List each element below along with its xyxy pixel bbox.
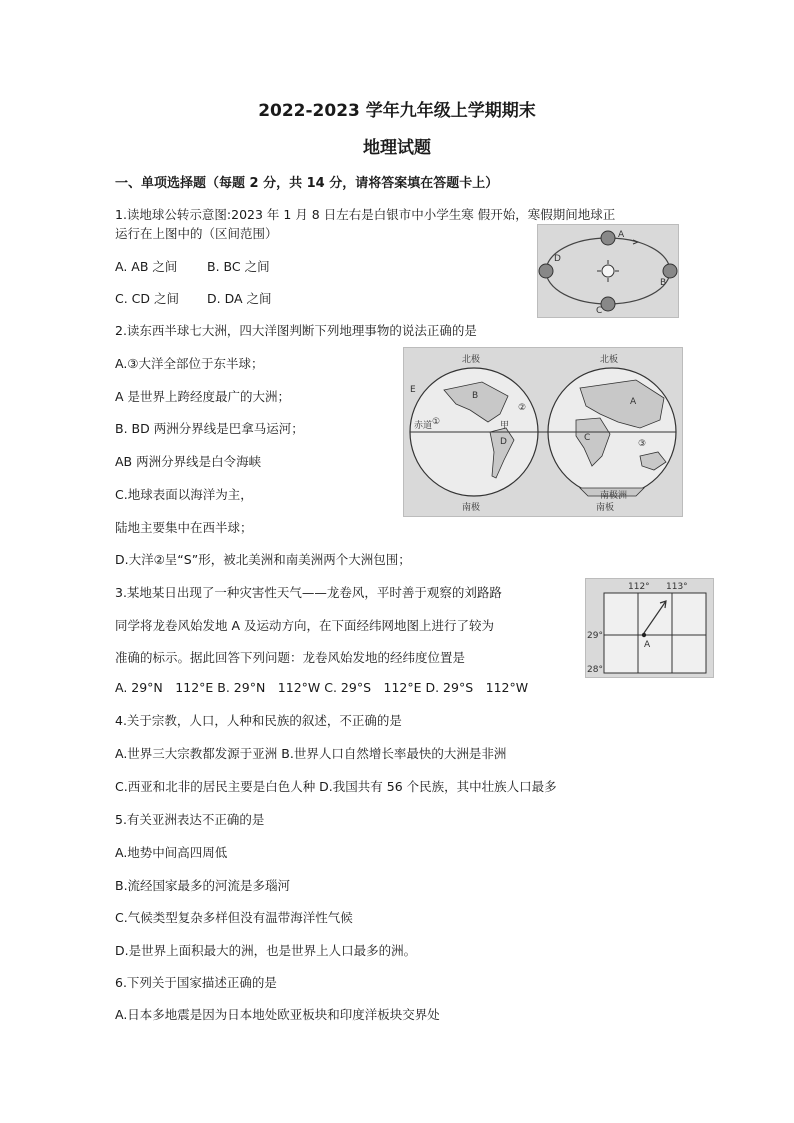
orbit-label-b: B [660, 278, 667, 288]
map-north-right: 北板 [600, 355, 619, 365]
orbit-label-d: D [554, 254, 561, 264]
map-south-left: 南极 [462, 503, 481, 513]
map-antarctica-label: 南极洲 [600, 491, 628, 501]
earth-bottom [601, 297, 615, 311]
exam-subtitle: 地理试题 [363, 138, 431, 158]
map-north-left: 北极 [462, 355, 481, 365]
q4-stem: 4.关于宗教，人口，人种和民族的叙述，不正确的是 [115, 713, 402, 728]
map-c-label: C [584, 433, 591, 443]
q6-option-a: A.日本多地震是因为日本地处欧亚板块和印度洋板块交界处 [115, 1007, 440, 1022]
section-heading: 一、单项选择题（每题 2 分，共 14 分，请将答案填在答题卡上） [115, 176, 499, 191]
q1-option-d: D. DA 之间 [207, 291, 272, 306]
map-ocean2-label: ② [518, 403, 527, 413]
hemispheres-map [403, 347, 683, 517]
map-a-label: A [630, 397, 637, 407]
q2-option-d: D.大洋②呈“S”形，被北美洲和南美洲两个大洲包围； [115, 552, 411, 567]
q2-option-a-line1: A.③大洋全部位于东半球； [115, 356, 264, 371]
sun-icon [597, 260, 619, 282]
map-e-label: E [410, 385, 416, 395]
orbit-label-a: A [618, 230, 625, 240]
earth-left [539, 264, 553, 278]
exam-title: 2022-2023 学年九年级上学期期末 [258, 101, 536, 121]
map-ocean1-label: ① [432, 417, 441, 427]
grid-lon1: 112° [628, 582, 650, 592]
map-ocean3-label: ③ [638, 439, 647, 449]
grid-point-label: A [644, 640, 651, 650]
map-south-right: 南板 [596, 503, 615, 513]
earth-right [663, 264, 677, 278]
q3-stem-line1: 3.某地某日出现了一种灾害性天气——龙卷风，平时善于观察的刘路路 [115, 585, 502, 600]
q2-option-b-line1: B. BD 两洲分界线是巴拿马运河； [115, 421, 304, 436]
earth-top [601, 231, 615, 245]
q1-stem-line2: 运行在上图中的（区间范围） [115, 226, 278, 241]
q5-stem: 5.有关亚洲表达不正确的是 [115, 812, 265, 827]
map-b-label: B [472, 391, 479, 401]
q3-options: A. 29°N 112°E B. 29°N 112°W C. 29°S 112°E D. 29°S 112°W [115, 680, 529, 695]
q3-stem-line3: 准确的标示。据此回答下列问题：龙卷风始发地的经纬度位置是 [115, 650, 466, 665]
q5-option-c: C.气候类型复杂多样但没有温带海洋性气候 [115, 910, 353, 925]
q5-option-b: B.流经国家最多的河流是多瑙河 [115, 878, 291, 893]
q2-option-b-line2: AB 两洲分界线是白令海峡 [115, 454, 262, 469]
q4-options-line1: A.世界三大宗教都发源于亚洲 B.世界人口自然增长率最快的大洲是非洲 [115, 746, 507, 761]
q5-option-d: D.是世界上面积最大的洲，也是世界上人口最多的洲。 [115, 943, 417, 958]
point-a-marker [642, 633, 646, 637]
grid-lon2: 113° [666, 582, 688, 592]
map-equator-label: 赤道 [414, 421, 433, 431]
orbit-arrow [633, 240, 638, 244]
q1-stem-line1: 1.读地球公转示意图:2023 年 1 月 8 日左右是白银市中小学生寒 假开始，寒假期间地球正 [115, 207, 616, 222]
q6-stem: 6.下列关于国家描述正确的是 [115, 975, 277, 990]
q1-option-a: A. AB 之间 [115, 259, 178, 274]
map-d-label: D [500, 437, 507, 447]
q2-option-a-line2: A 是世界上跨经度最广的大洲； [115, 389, 291, 404]
q1-option-c: C. CD 之间 [115, 291, 180, 306]
q3-stem-line2: 同学将龙卷风始发地 A 及运动方向，在下面经纬网地图上进行了较为 [115, 618, 494, 633]
q2-stem: 2.读东西半球七大洲，四大洋图判断下列地理事物的说法正确的是 [115, 323, 477, 338]
q1-option-b: B. BC 之间 [207, 259, 270, 274]
earth-orbit-figure [537, 224, 679, 318]
q5-option-a: A.地势中间高四周低 [115, 845, 228, 860]
lat-lon-grid [585, 578, 714, 678]
map-jia-label: 甲 [500, 421, 510, 431]
grid-lat1: 29° [587, 631, 603, 641]
q2-option-c-line1: C.地球表面以海洋为主， [115, 487, 253, 502]
grid-lat2: 28° [587, 665, 603, 675]
q4-options-line2: C.西亚和北非的居民主要是白色人种 D.我国共有 56 个民族，其中壮族人口最多 [115, 779, 557, 794]
orbit-label-c: C [596, 306, 603, 316]
q2-option-c-line2: 陆地主要集中在西半球； [115, 520, 253, 535]
grid-frame [604, 593, 706, 673]
